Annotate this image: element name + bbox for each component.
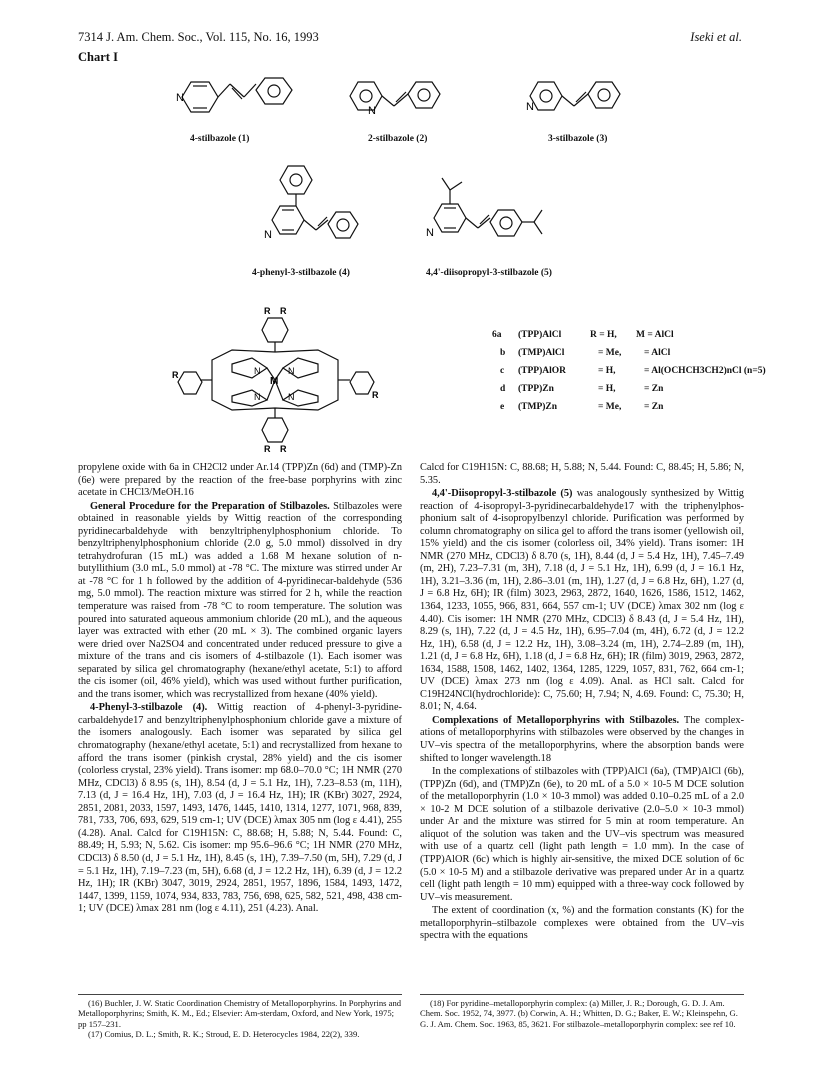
footnote: (18) For pyridine–metalloporphyrin complex: (a) Miller, J. R.; Dorough, G. D. J. Am. Chem. Soc. 1952, 74, 3977. (b) Corwin, A. H.; Whitten, D. G.; Baker, E. W.; Kleinspehn, G. G. J. Am. Chem. Soc. 1963, 85, 3621. For stilbazole–metalloporphyrin complex: see ref 10.	[420, 998, 738, 1029]
nitrogen-label: N	[368, 105, 376, 117]
row-complex: (TMP)Zn	[518, 402, 558, 412]
substituent-r-label: R	[264, 306, 271, 316]
paragraph	[420, 715, 744, 765]
nitrogen-label: N	[526, 101, 534, 113]
paragraph-text: was analogously synthesized by Wittig reaction of 4-isopropyl-3-pyridinecarbaldehyde17 with the triphenylphos-phonium salt of 4-isopropylbenzyl chloride. Purification was performed by column chromatography on silica gel to afford the trans isomer (yellowish oil, 15% yield) and the cis isomer (colorless oil, 34% yield). Trans isomer: 1H NMR (270 MHz, CDCl3) δ 8.70 (s, 1H), 8.44 (d, J = 5.4 Hz, 1H), 7.45–7.49 (m, 2H), 7.23–7.31 (m, 3H), 7.18 (d, J = 5.1 Hz, 1H), 6.99 (d, J = 16.1 Hz, 1H), 3.21–3.36 (m, 1H), 2.86–3.01 (m, 1H), 1.27 (d, J = 6.8 Hz, 6H), 1.27 (d, J = 6.8 Hz, 6H); IR (film) 3023, 2963, 2872, 1640, 1626, 1586, 1512, 1462, 1364, 1233, 1055, 966, 831, 664, 557 cm-1; UV (DCE) λmax 302 nm (log ε 4.40). Cis isomer: 1H NMR (270 MHz, CDCl3) δ 8.43 (d, J = 5.4 Hz, 1H), 8.29 (s, 1H), 7.22 (d, J = 4.5 Hz, 1H), 6.95–7.04 (m, 4H), 6.72 (d, J = 12.2 Hz, 1H), 6.58 (d, J = 12.2 Hz, 1H), 3.08–3.24 (m, 1H), 2.74–2.89 (m, 1H), 1.21 (d, J = 6.8 Hz, 6H), 1.18 (d, J = 6.8 Hz, 6H); IR (film) 3019, 2963, 2872, 1634, 1588, 1508, 1462, 1402, 1364, 1285, 1229, 1057, 831, 762, 664 cm-1; UV (DCE) λmax 273 nm (log ε 4.09). Anal. as HCl salt. Calcd for C19H24NCl(hydrochloride): C, 75.60; H, 7.94; N, 4.69. Found: C, 75.30; H, 8.01; N, 4.64.	[420, 488, 744, 713]
nitrogen-label: N	[288, 392, 295, 402]
paragraph: The extent of coordination (x, %) and the formation constants (K) for the metalloporphyrin–stilbazole complexes were obtained from the UV–vis spectra with the equations	[420, 905, 744, 942]
author-header: Iseki et al.	[690, 30, 742, 44]
paragraph: propylene oxide with 6a in CH2Cl2 under Ar.14 (TPP)Zn (6d) and (TMP)-Zn (6e) were prepared by the reaction of the free-base porphyrins with zinc acetate in CHCl3/MeOH.16	[78, 462, 402, 499]
paragraph	[78, 501, 402, 702]
paragraph	[420, 488, 744, 714]
footnote-rule	[420, 994, 744, 995]
paragraph-text: Stilbazoles were obtained in reasonable yields by Wittig reaction of the corresponding pyridinecarbaldehyde with benzyltriphenylphosphonium chloride. To benzyltriphenylphosphonium chloride (2.0 g, 5.0 mmol) dissolved in dry tetrahydrofuran (15 mL) was added a 1.68 M hexane solution of n-butyllithium (3.0 mL, 5.0 mmol) at -78 °C. The mixture was stirred under Ar at -78 °C for 1 h followed by the addition of 4-pyridinecar-baldehyde (536 mg, 5.0 mmol). The reaction mixture was stirred for 2 h, while the reaction temperature was raised from -78 °C to room temperature. The solution was poured into saturated aqueous ammonium chloride (20 mL), and the aqueous layer was extracted with ether (20 mL × 3). The combined organic layers were dried over Na2SO4 and concentrated under reduced pressure to give a mixture of the trans and cis isomers of 4-stilbazole (1). Each isomer was separated by silica gel chromatography (hexane/ethyl acetate, 5:1) to afford the cis isomer (oil, 46% yield), which was used without further purification, and the trans isomer, which was recrystallized from hexane (40% yield).	[78, 500, 402, 700]
label-3-stilbazole	[548, 134, 607, 144]
label-4-phenyl-3-stilbazole	[252, 268, 350, 278]
row-r: = Me,	[598, 348, 622, 358]
footnote: (16) Buchler, J. W. Static Coordination Chemistry of Metalloporphyrins. In Porphyrins and Metalloporphyrins; Smith, K. M., Ed.; Elsevier: Am-sterdam, Oxford, and New York, 1975; pp 157–231.	[78, 998, 402, 1029]
section-heading: Complexations of Metalloporphyrins with Stilbazoles.	[432, 714, 680, 726]
substituent-r-label: R	[280, 306, 287, 316]
porphyrin-structure	[172, 302, 382, 452]
paragraph: Calcd for C19H15N: C, 88.68; H, 5.88; N, 5.44. Found: C, 88.45; H, 5.86; N, 5.35.	[420, 462, 744, 486]
structure-name: 4,4'-diisopropyl-3-stilbazole	[426, 268, 539, 278]
row-complex: (TPP)Zn	[518, 384, 554, 394]
row-r: = Me,	[598, 402, 622, 412]
chart-label: Chart I	[78, 50, 118, 64]
structure-name: 4-phenyl-3-stilbazole	[252, 268, 337, 278]
structure-number: (1)	[238, 134, 250, 144]
label-4-stilbazole	[190, 134, 249, 144]
row-m: = Zn	[644, 384, 664, 394]
row-m: = Al(OCHCH3CH2)nCl (n=5)	[644, 366, 766, 376]
nitrogen-label: N	[264, 229, 272, 241]
nitrogen-label: N	[254, 392, 261, 402]
footnotes-left	[78, 998, 402, 1040]
paragraph	[78, 702, 402, 915]
section-heading: 4,4'-Diisopropyl-3-stilbazole (5)	[432, 488, 573, 500]
nitrogen-label: N	[426, 227, 434, 239]
row-r: = H,	[598, 366, 616, 376]
structure-4-phenyl-3-stilbazole	[250, 158, 370, 258]
row-id: e	[500, 402, 505, 412]
structure-diisopropyl-3-stilbazole	[420, 178, 570, 258]
structure-4-stilbazole	[168, 72, 308, 122]
substituent-r-label: R	[372, 390, 379, 400]
journal-citation: 7314 J. Am. Chem. Soc., Vol. 115, No. 16, 1993	[78, 30, 319, 44]
row-m: = AlCl	[644, 348, 671, 358]
structure-name: 4-stilbazole	[190, 134, 236, 144]
row-complex: (TPP)AlOR	[518, 366, 567, 376]
running-header	[78, 30, 742, 48]
label-2-stilbazole	[368, 134, 427, 144]
structure-2-stilbazole	[340, 76, 470, 116]
row-m: = Zn	[644, 402, 664, 412]
structure-number: (2)	[416, 134, 428, 144]
footnotes-right	[420, 998, 744, 1029]
label-diisopropyl-3-stilbazole	[426, 268, 552, 278]
row-m: M = AlCl	[636, 330, 674, 340]
row-id: 6a	[492, 330, 502, 340]
structure-3-stilbazole	[520, 76, 650, 116]
row-id: c	[500, 366, 505, 376]
right-column	[420, 462, 744, 944]
left-column	[78, 462, 402, 917]
row-complex: (TPP)AlCl	[518, 330, 562, 340]
row-r: = H,	[598, 384, 616, 394]
paragraph-text: The complex-ations of metalloporphyrins with stilbazoles were observed by the changes in UV–vis spectra of the metalloporphyrins, where the absorption bands were shifted to longer wavelength.18	[420, 714, 745, 764]
substituent-r-label: R	[280, 444, 287, 454]
footnote: (17) Comius, D. L.; Smith, R. K.; Stroud, E. D. Heterocycles 1984, 22(2), 339.	[88, 1029, 360, 1040]
structure-number: (5)	[540, 268, 552, 278]
nitrogen-label: N	[288, 366, 295, 376]
footnote-rule	[78, 994, 402, 995]
section-heading: 4-Phenyl-3-stilbazole (4).	[90, 702, 208, 714]
structure-number: (3)	[596, 134, 608, 144]
paragraph: In the complexations of stilbazoles with (TPP)AlCl (6a), (TMP)AlCl (6b), (TPP)Zn (6d), and (TMP)Zn (6e), to 20 mL of a 5.0 × 10-5 M DCE solution of the metalloporphyrin (1.0 × 10-3 mmol) was added 0.10–0.25 mL of a 2.0 × 10-2 M DCE solution of a stilbazole derivative (2.0–5.0 × 10-3 mmol) under Ar and the mixture was stirred for 5 min at room temperature. An aliquot of the solution was taken and the UV–vis spectrum was measured with use of a quartz cell (light path length = 1.0 mm). In the case of (TPP)AlOR (6c) which is highly air-sensitive, the mixed DCE solution of 6c (5.0 × 10-5 M) and a stilbazole derivative was prepared under Ar in a quartz cell (light path length = 10 mm) equipped with a three-way cock followed by UV–vis measurement.	[420, 766, 744, 903]
structure-name: 3-stilbazole	[548, 134, 594, 144]
substituent-r-label: R	[172, 370, 179, 380]
structure-name: 2-stilbazole	[368, 134, 414, 144]
section-heading: General Procedure for the Preparation of Stilbazoles.	[90, 500, 330, 512]
row-id: b	[500, 348, 506, 358]
row-r: R = H,	[590, 330, 617, 340]
row-complex: (TMP)AlCl	[518, 348, 565, 358]
nitrogen-label: N	[254, 366, 261, 376]
structure-number: (4)	[338, 268, 350, 278]
metal-label: M	[270, 376, 279, 387]
row-id: d	[500, 384, 506, 394]
nitrogen-label: N	[176, 92, 184, 104]
paragraph-text: Wittig reaction of 4-phenyl-3-pyridine-carbaldehyde17 and benzyltriphenylphosphonium chloride gave a mixture of the isomers analogously. Each isomer was separated by silica gel chromatography (hexane/ethyl acetate, 5:1) and recrystallized from hexane to afford the trans isomer (pinkish crystal, 28% yield) and the cis isomer (colorless crystal, 23% yield). Trans isomer: mp 68.0–70.0 °C; 1H NMR (270 MHz, CDCl3) δ 8.95 (s, 1H), 8.54 (d, J = 5.1 Hz, 1H), 7.23–8.53 (m, 11H), 7.13 (d, J = 16.4 Hz, 1H), 7.03 (d, J = 16.4 Hz, 1H); IR (KBr) 3027, 2924, 2851, 2081, 2033, 1597, 1493, 1476, 1445, 1410, 1314, 1277, 1071, 968, 839, 781, 733, 706, 693, 629, 519 cm-1; UV (DCE) λmax 305 nm (log ε 4.41), 255 (4.28). Anal. Calcd for C19H15N: C, 88.68; H, 5.88; N, 5.44. Found: C, 88.49; H, 5.93; N, 5.62. Cis isomer: mp 95.6–96.6 °C; 1H NMR (270 MHz, CDCl3) δ 8.50 (d, J = 5.1 Hz, 1H), 8.45 (s, 1H), 7.39–7.50 (m, 5H), 7.29 (d, J = 5.1 Hz, 1H), 7.19–7.23 (m, 5H), 6.68 (d, J = 12.2 Hz, 1H), 6.39 (d, J = 12.2 Hz, 1H); IR (KBr) 3047, 3019, 2924, 2851, 1957, 1896, 1584, 1493, 1472, 1447, 1399, 1159, 1074, 934, 833, 783, 756, 698, 625, 582, 521, 498, 438 cm-1; UV (DCE) λmax 281 nm (log ε 4.11), 251 (4.23). Anal.	[78, 702, 403, 915]
substituent-r-label: R	[264, 444, 271, 454]
